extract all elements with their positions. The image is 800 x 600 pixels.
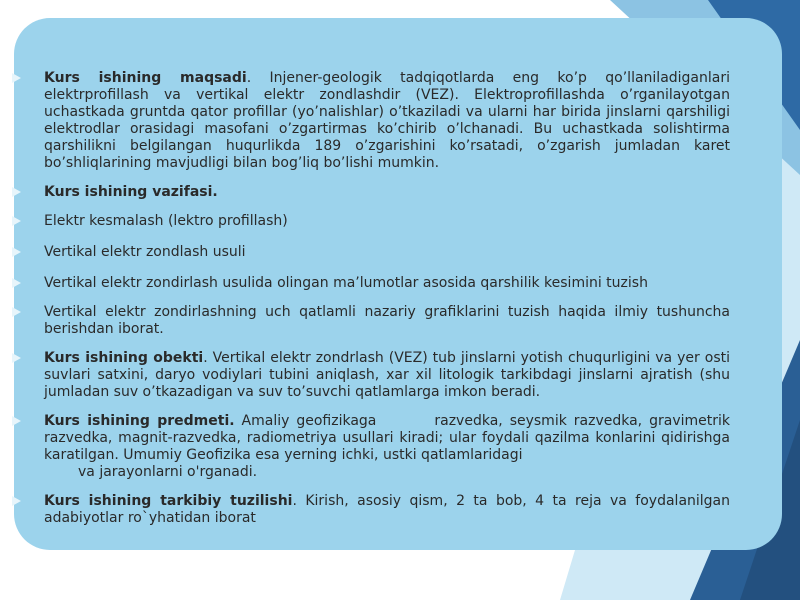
item-body: Vertikal elektr zondirlashning uch qatlamli nazariy grafiklarini tuzish haqida ilmiy tushuncha berishdan iborat. <box>44 304 730 337</box>
list-item-task-2 <box>0 244 800 261</box>
list-item-task-3 <box>0 275 800 292</box>
bullet-list <box>0 70 800 527</box>
list-item-tuzilishi <box>0 493 800 527</box>
bullet-arrow-icon <box>12 278 21 288</box>
bullet-arrow-icon <box>12 416 21 426</box>
bullet-arrow-icon <box>12 353 21 363</box>
bullet-arrow-icon <box>12 187 21 197</box>
item-body-part-a: Amaliy geofizikaga <box>234 413 377 429</box>
list-item-task-4 <box>0 304 800 338</box>
item-body-part-b: razvedka, seysmik razvedka, gravimetrik razvedka, magnit-razvedka, radiometriya usullari kiradi; ular foydali qazilma konlarini qidirishga karatilgan. Umumiy Geofizika esa yerning ichki, ustki qatlamlaridagi <box>44 413 730 463</box>
item-heading: Kurs ishining vazifasi. <box>44 184 218 200</box>
item-heading: Kurs ishining tarkibiy tuzilishi <box>44 493 293 509</box>
bullet-arrow-icon <box>12 216 21 226</box>
list-item-obekti <box>0 350 800 401</box>
bullet-arrow-icon <box>12 73 21 83</box>
item-body: Elektr kesmalash (lektro profillash) <box>44 213 288 229</box>
list-item-vazifasi <box>0 184 800 201</box>
item-body: Vertikal elektr zondirlash usulida olingan ma’lumotlar asosida qarshilik kesimini tuzish <box>44 275 648 291</box>
item-heading: Kurs ishining maqsadi <box>44 70 247 86</box>
item-body: . Injener-geologik tadqiqotlarda eng ko’p qo’llaniladiganlari elektrprofillash va vertikal elektr zondlashdir (VEZ). Elektroprofillashda o’rganilayotgan uchastkada gruntda qator profillar (yo’nalishlar) o’tkaziladi va ularni har birida jinslarni qarshiligi elektrodlar orasidagi masofani o’zgartirmas ko’chirib o’lchanadi. Bu uchastkada solishtirma qarshilikni belgilangan huqurlikda 189 o’zgarishini ko’rsatadi, o’zgarish jumladan karet bo’shliqlarining mavjudligi bilan bog’liq bo’lishi mumkin. <box>44 70 730 171</box>
item-heading: Kurs ishining obekti <box>44 350 204 366</box>
item-body-part-c: va jarayonlarni o'rganadi. <box>78 464 258 480</box>
item-body: . Kirish, asosiy qism, 2 ta bob, 4 ta reja va foydalanilgan adabiyotlar ro`yhatidan iborat <box>44 493 731 526</box>
bullet-arrow-icon <box>12 247 21 257</box>
item-body: . Vertikal elektr zondrlash (VEZ) tub jinslarni yotish chuqurligini va yer osti suvlari satxini, daryo vodiylari tubini aniqlash, xar xil litologik tarkibdagi jinslarni ajratish (shu jumladan suv o’tkazadigan va suv to’suvchi qatlamlarga imkon beradi. <box>44 350 730 400</box>
list-item-predmeti <box>0 413 800 481</box>
item-body: Vertikal elektr zondlash usuli <box>44 244 246 260</box>
bullet-arrow-icon <box>12 307 21 317</box>
list-item-task-1 <box>0 213 800 230</box>
item-heading: Kurs ishining predmeti. <box>44 413 235 429</box>
bullet-arrow-icon <box>12 496 21 506</box>
list-item-maqsadi <box>0 70 800 172</box>
